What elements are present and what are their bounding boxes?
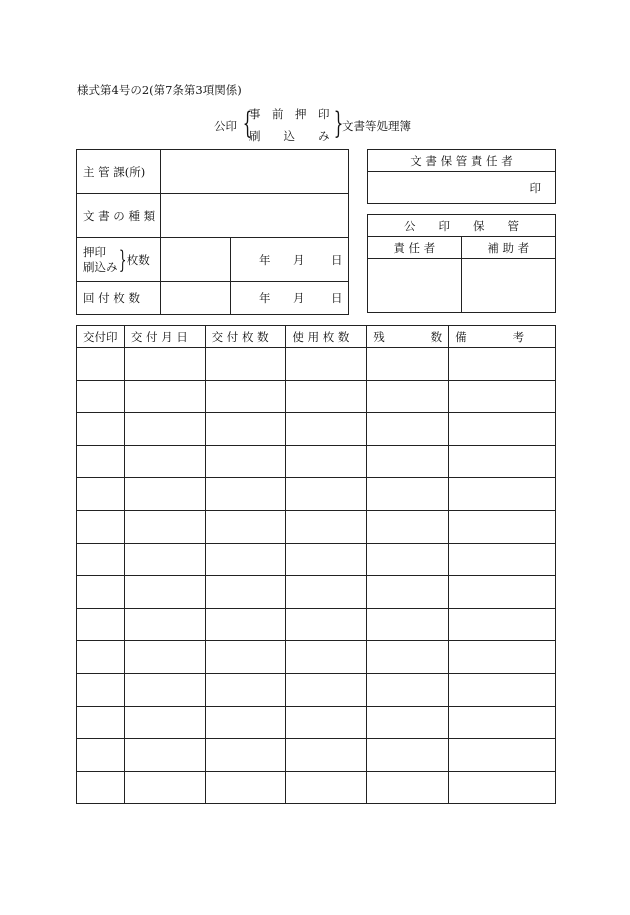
remarks-cell[interactable] bbox=[449, 445, 556, 478]
issue-count-cell[interactable] bbox=[205, 380, 286, 413]
ledger-row bbox=[77, 413, 556, 446]
seal-cell[interactable] bbox=[77, 445, 125, 478]
seal-cell[interactable] bbox=[77, 706, 125, 739]
issue-date-cell[interactable] bbox=[124, 739, 205, 772]
assistant-field[interactable] bbox=[461, 259, 556, 313]
remarks-cell[interactable] bbox=[449, 673, 556, 706]
count-label bbox=[77, 238, 161, 282]
seal-cell[interactable] bbox=[77, 608, 125, 641]
used-count-cell[interactable] bbox=[286, 413, 367, 446]
remaining-cell[interactable] bbox=[367, 510, 449, 543]
issue-date-cell[interactable] bbox=[124, 543, 205, 576]
seal-cell[interactable] bbox=[77, 413, 125, 446]
remarks-cell[interactable] bbox=[449, 413, 556, 446]
info-table bbox=[76, 149, 349, 315]
remarks-cell[interactable] bbox=[449, 739, 556, 772]
issue-date-cell[interactable] bbox=[124, 413, 205, 446]
assistant-label: 補 助 者 bbox=[461, 237, 556, 259]
ledger-row bbox=[77, 478, 556, 511]
remarks-cell[interactable] bbox=[449, 543, 556, 576]
remaining-cell[interactable] bbox=[367, 771, 449, 804]
remaining-cell[interactable] bbox=[367, 673, 449, 706]
remaining-cell[interactable] bbox=[367, 380, 449, 413]
used-count-cell[interactable] bbox=[286, 706, 367, 739]
ledger-row bbox=[77, 380, 556, 413]
remarks-cell[interactable] bbox=[449, 641, 556, 674]
custodian-seal-field[interactable] bbox=[368, 172, 556, 204]
seal-cell[interactable] bbox=[77, 348, 125, 381]
title-prefix: 公印 bbox=[214, 119, 237, 133]
issue-count-cell[interactable] bbox=[205, 543, 286, 576]
form-id: 様式第4号の2(第7条第3項関係) bbox=[77, 83, 242, 97]
right-brace: } bbox=[333, 106, 344, 141]
remarks-cell[interactable] bbox=[449, 380, 556, 413]
remaining-cell[interactable] bbox=[367, 478, 449, 511]
header-issue-count: 交 付 枚 数 bbox=[205, 326, 286, 348]
ledger-row bbox=[77, 510, 556, 543]
seal-cell[interactable] bbox=[77, 576, 125, 609]
ledger-row bbox=[77, 641, 556, 674]
ledger-row bbox=[77, 706, 556, 739]
used-count-cell[interactable] bbox=[286, 348, 367, 381]
used-count-cell[interactable] bbox=[286, 771, 367, 804]
remarks-cell[interactable] bbox=[449, 348, 556, 381]
date-month: 月 bbox=[293, 252, 305, 267]
header-issue-date: 交 付 月 日 bbox=[124, 326, 205, 348]
seal-cell[interactable] bbox=[77, 673, 125, 706]
issue-count-cell[interactable] bbox=[205, 510, 286, 543]
title-block bbox=[0, 0, 630, 150]
count-label-bottom: 刷込み bbox=[83, 259, 118, 274]
used-count-cell[interactable] bbox=[286, 510, 367, 543]
date-year: 年 bbox=[259, 291, 271, 305]
issue-date-cell[interactable] bbox=[124, 771, 205, 804]
ledger-row bbox=[77, 771, 556, 804]
title-option-1: 事 前 押 印 bbox=[249, 107, 330, 121]
seal-cell[interactable] bbox=[77, 543, 125, 576]
used-count-cell[interactable] bbox=[286, 445, 367, 478]
ledger-row bbox=[77, 673, 556, 706]
used-count-cell[interactable] bbox=[286, 641, 367, 674]
issue-date-cell[interactable] bbox=[124, 608, 205, 641]
ledger-body bbox=[77, 348, 556, 804]
used-count-cell[interactable] bbox=[286, 380, 367, 413]
remaining-cell[interactable] bbox=[367, 413, 449, 446]
remaining-cell[interactable] bbox=[367, 706, 449, 739]
seal-keeper-title: 公 印 保 管 bbox=[368, 215, 556, 237]
seal-cell[interactable] bbox=[77, 771, 125, 804]
recovered-date[interactable] bbox=[231, 282, 349, 315]
ledger-row bbox=[77, 445, 556, 478]
remarks-cell[interactable] bbox=[449, 706, 556, 739]
issue-date-cell[interactable] bbox=[124, 445, 205, 478]
issue-count-cell[interactable] bbox=[205, 608, 286, 641]
used-count-cell[interactable] bbox=[286, 478, 367, 511]
count-label-top: 押印 bbox=[83, 244, 106, 259]
used-count-cell[interactable] bbox=[286, 543, 367, 576]
issue-date-cell[interactable] bbox=[124, 348, 205, 381]
date-day: 日 bbox=[331, 291, 343, 305]
dept-label: 主 管 課(所) bbox=[77, 150, 161, 194]
left-brace: { bbox=[242, 106, 253, 141]
date-day: 日 bbox=[331, 252, 343, 267]
count-label-suffix: 枚数 bbox=[126, 252, 150, 267]
ledger-table bbox=[76, 325, 556, 804]
ledger-row bbox=[77, 739, 556, 772]
custodian-box bbox=[367, 149, 556, 204]
issue-count-cell[interactable] bbox=[205, 576, 286, 609]
remaining-cell[interactable] bbox=[367, 739, 449, 772]
doc-type-field[interactable] bbox=[160, 194, 348, 238]
title-suffix: 文書等処理簿 bbox=[342, 119, 411, 133]
recovered-field[interactable] bbox=[160, 282, 230, 315]
header-remaining: 残 数 bbox=[367, 326, 449, 348]
date-month: 月 bbox=[293, 291, 305, 305]
ledger-header-row bbox=[77, 326, 556, 348]
count-field[interactable] bbox=[160, 238, 230, 282]
remaining-cell[interactable] bbox=[367, 445, 449, 478]
issue-date-cell[interactable] bbox=[124, 706, 205, 739]
issue-date-cell[interactable] bbox=[124, 478, 205, 511]
custodian-seal-mark: 印 bbox=[529, 180, 541, 195]
responsible-field[interactable] bbox=[368, 259, 462, 313]
dept-field[interactable] bbox=[160, 150, 348, 194]
seal-cell[interactable] bbox=[77, 510, 125, 543]
title-option-2: 刷 込 み bbox=[249, 129, 330, 143]
count-date[interactable] bbox=[231, 238, 349, 282]
remaining-cell[interactable] bbox=[367, 543, 449, 576]
issue-count-cell[interactable] bbox=[205, 641, 286, 674]
responsible-label: 責 任 者 bbox=[368, 237, 462, 259]
issue-date-cell[interactable] bbox=[124, 380, 205, 413]
issue-date-cell[interactable] bbox=[124, 673, 205, 706]
issue-date-cell[interactable] bbox=[124, 641, 205, 674]
remaining-cell[interactable] bbox=[367, 576, 449, 609]
seal-cell[interactable] bbox=[77, 739, 125, 772]
used-count-cell[interactable] bbox=[286, 576, 367, 609]
doc-type-label: 文 書 の 種 類 bbox=[77, 194, 161, 238]
remarks-cell[interactable] bbox=[449, 771, 556, 804]
remarks-cell[interactable] bbox=[449, 510, 556, 543]
seal-cell[interactable] bbox=[77, 478, 125, 511]
ledger-row bbox=[77, 576, 556, 609]
count-brace: } bbox=[118, 245, 126, 274]
header-used-count: 使 用 枚 数 bbox=[286, 326, 367, 348]
remarks-cell[interactable] bbox=[449, 478, 556, 511]
issue-count-cell[interactable] bbox=[205, 739, 286, 772]
used-count-cell[interactable] bbox=[286, 608, 367, 641]
remarks-cell[interactable] bbox=[449, 576, 556, 609]
issue-date-cell[interactable] bbox=[124, 510, 205, 543]
used-count-cell[interactable] bbox=[286, 673, 367, 706]
seal-keeper-box bbox=[367, 214, 556, 313]
ledger-row bbox=[77, 543, 556, 576]
issue-count-cell[interactable] bbox=[205, 771, 286, 804]
seal-cell[interactable] bbox=[77, 380, 125, 413]
issue-count-cell[interactable] bbox=[205, 706, 286, 739]
issue-count-cell[interactable] bbox=[205, 478, 286, 511]
issue-date-cell[interactable] bbox=[124, 576, 205, 609]
used-count-cell[interactable] bbox=[286, 739, 367, 772]
issue-count-cell[interactable] bbox=[205, 445, 286, 478]
ledger-row bbox=[77, 348, 556, 381]
recovered-label: 回 付 枚 数 bbox=[77, 282, 161, 315]
ledger-row bbox=[77, 608, 556, 641]
date-year: 年 bbox=[259, 252, 271, 267]
issue-count-cell[interactable] bbox=[205, 348, 286, 381]
remaining-cell[interactable] bbox=[367, 608, 449, 641]
remaining-cell[interactable] bbox=[367, 641, 449, 674]
remaining-cell[interactable] bbox=[367, 348, 449, 381]
remarks-cell[interactable] bbox=[449, 608, 556, 641]
header-remarks: 備 考 bbox=[449, 326, 556, 348]
issue-count-cell[interactable] bbox=[205, 673, 286, 706]
issue-count-cell[interactable] bbox=[205, 413, 286, 446]
seal-cell[interactable] bbox=[77, 641, 125, 674]
custodian-title: 文 書 保 管 責 任 者 bbox=[368, 150, 556, 172]
header-seal: 交付印 bbox=[77, 326, 125, 348]
